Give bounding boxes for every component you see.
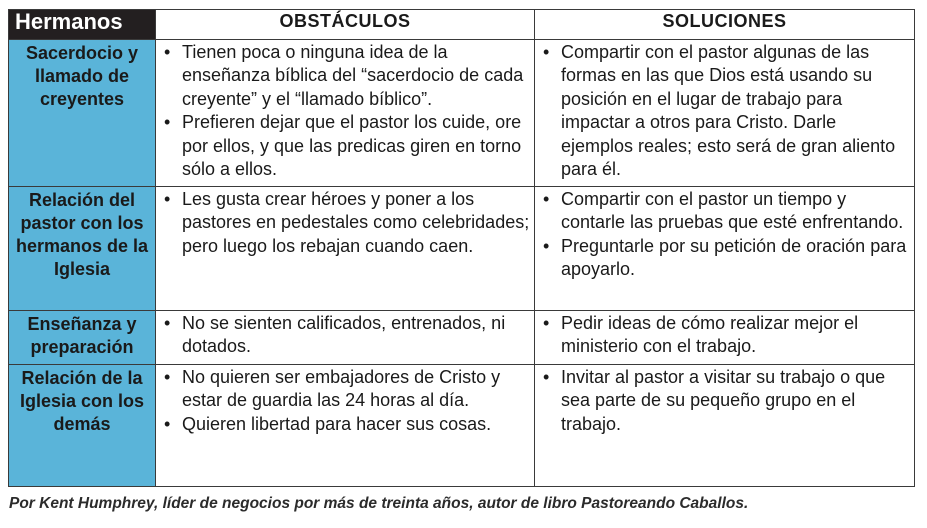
row-category: Relación del pastor con los hermanos de la Iglesia — [9, 187, 156, 311]
obstacle-item: • Quieren libertad para hacer sus cosas. — [164, 413, 492, 434]
solution-item: • Compartir con el pastor algunas de las formas en las que Dios está usando su posición en el lugar de trabajo para impactar a otros para Cristo. Darle ejemplos reales; esto será de gran aliento para él. — [543, 42, 896, 180]
obstacle-item: • Prefieren dejar que el pastor los cuide, ore por ellos, y que las predicas giren en torno sólo a ellos. — [164, 112, 522, 180]
obstacle-item: • No se sienten calificados, entrenados, ni dotados. — [164, 313, 506, 357]
obstacle-item: • Les gusta crear héroes y poner a los pastores en pedestales como celebridades; pero luego los rebajan cuando caen. — [164, 189, 530, 256]
solution-item: • Compartir con el pastor un tiempo y contarle las pruebas que esté enfrentando. — [543, 189, 904, 233]
table-row — [9, 40, 915, 187]
obstacles-cell — [156, 365, 535, 487]
table-row — [9, 365, 915, 487]
solutions-cell — [535, 187, 915, 311]
footer-credit: Por Kent Humphrey, líder de negocios por más de treinta años, autor de libro Pastoreando Caballos. — [9, 495, 749, 512]
solutions-cell — [535, 311, 915, 365]
row-category: Sacerdocio y llamado de creyentes — [9, 40, 156, 187]
solutions-cell — [535, 365, 915, 487]
header-row — [9, 10, 915, 40]
table-title: Hermanos — [9, 10, 156, 40]
solution-item: • Preguntarle por su petición de oración para apoyarlo. — [543, 235, 907, 280]
obstacles-cell — [156, 187, 535, 311]
obstacle-item: • Tienen poca o ninguna idea de la enseñanza bíblica del “sacerdocio de cada creyente” y el “llamado bíblico”. — [164, 42, 524, 109]
row-category: Enseñanza y preparación — [9, 311, 156, 365]
solution-item: • Pedir ideas de cómo realizar mejor el ministerio con el trabajo. — [543, 313, 859, 357]
obstacles-solutions-table — [8, 9, 915, 487]
column-header-solutions: SOLUCIONES — [535, 10, 915, 40]
column-header-obstacles: OBSTÁCULOS — [156, 10, 535, 40]
solutions-cell — [535, 40, 915, 187]
obstacles-cell — [156, 40, 535, 187]
table-row — [9, 187, 915, 311]
obstacles-cell — [156, 311, 535, 365]
solution-item: • Invitar al pastor a visitar su trabajo o que sea parte de su pequeño grupo en el trabajo. — [543, 367, 886, 434]
row-category: Relación de la Iglesia con los demás — [9, 365, 156, 487]
table-row — [9, 311, 915, 365]
obstacle-item: • No quieren ser embajadores de Cristo y estar de guardia las 24 horas al día. — [164, 367, 501, 411]
